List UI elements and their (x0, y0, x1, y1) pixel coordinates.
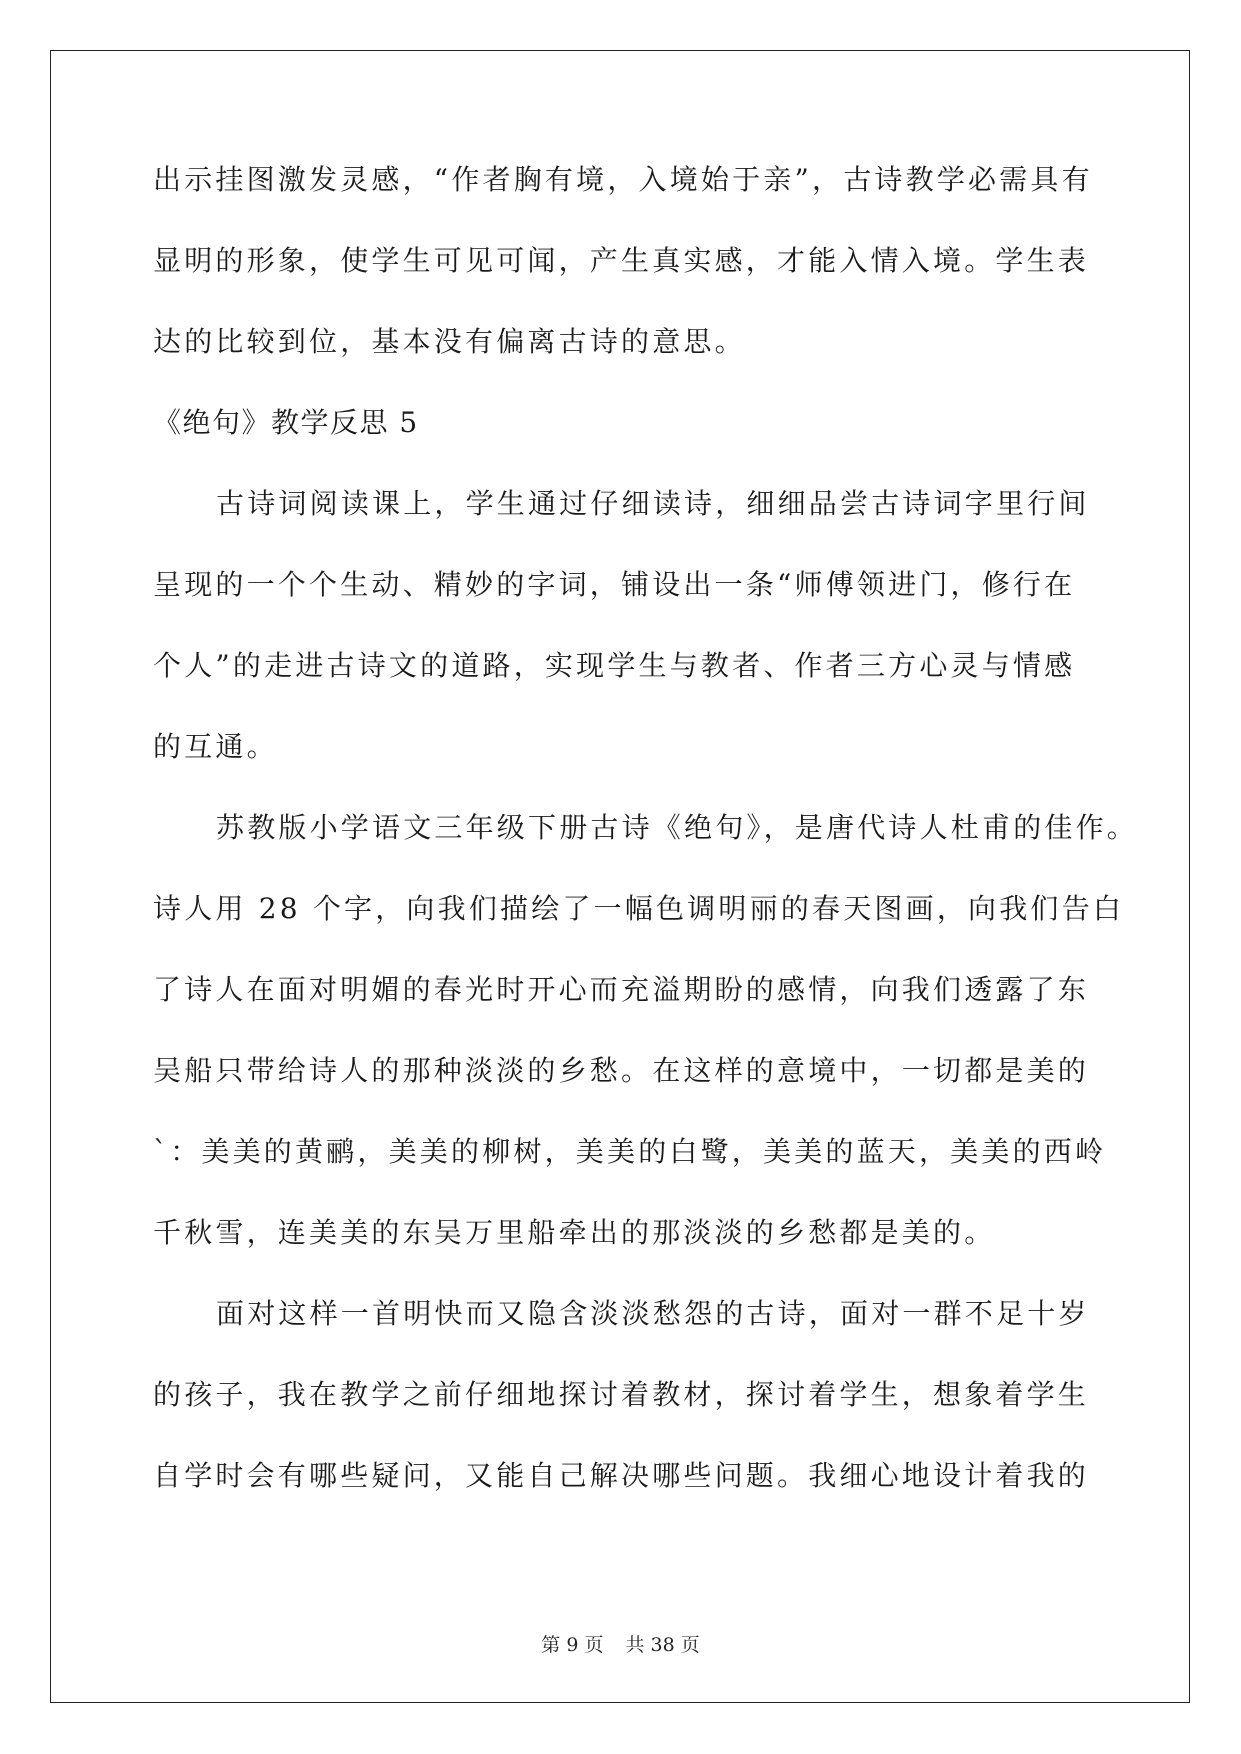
text-line: 自学时会有哪些疑问，又能自己解决哪些问题。我细心地设计着我的 (153, 1459, 1090, 1492)
paragraph-first-line: 古诗词阅读课上，学生通过仔细读诗，细细品尝古诗词字里行间 (216, 487, 1090, 520)
paragraph-first-line: 面对这样一首明快而又隐含淡淡愁怨的古诗，面对一群不足十岁 (216, 1297, 1090, 1330)
text-line: 显明的形象，使学生可见可闻，产生真实感，才能入情入境。学生表 (153, 244, 1090, 277)
text-line: 的孩子，我在教学之前仔细地探讨着教材，探讨着学生，想象着学生 (153, 1378, 1090, 1411)
document-body (153, 160, 1139, 1537)
page-total: 共 38 页 (625, 1634, 700, 1656)
page-number: 第 9 页 (541, 1634, 604, 1656)
text-line: 呈现的一个个生动、精妙的字词，铺设出一条“师傅领进门，修行在 (153, 568, 1076, 601)
text-line: 吴船只带给诗人的那种淡淡的乡愁。在这样的意境中，一切都是美的 (153, 1054, 1090, 1087)
text-line: 千秋雪，连美美的东吴万里船牵出的那淡淡的乡愁都是美的。 (153, 1216, 996, 1249)
paragraph-first-line: 苏教版小学语文三年级下册古诗《绝句》，是唐代诗人杜甫的佳作。 (216, 811, 1139, 844)
section-heading: 《绝句》教学反思 5 (153, 406, 419, 439)
text-line: 达的比较到位，基本没有偏离古诗的意思。 (153, 325, 746, 358)
text-line: `：美美的黄鹂，美美的柳树，美美的白鹭，美美的蓝天，美美的西岭 (153, 1135, 1107, 1168)
text-line: 个人”的走进古诗文的道路，实现学生与教者、作者三方心灵与情感 (153, 649, 1076, 682)
text-line: 出示挂图激发灵感，“作者胸有境，入境始于亲”，古诗教学必需具有 (153, 163, 1093, 196)
text-line: 诗人用 28 个字，向我们描绘了一幅色调明丽的春天图画，向我们告白 (153, 892, 1125, 925)
text-line: 了诗人在面对明媚的春光时开心而充溢期盼的感情，向我们透露了东 (153, 973, 1090, 1006)
text-line: 的互通。 (153, 730, 278, 763)
page-footer (0, 1633, 1241, 1657)
